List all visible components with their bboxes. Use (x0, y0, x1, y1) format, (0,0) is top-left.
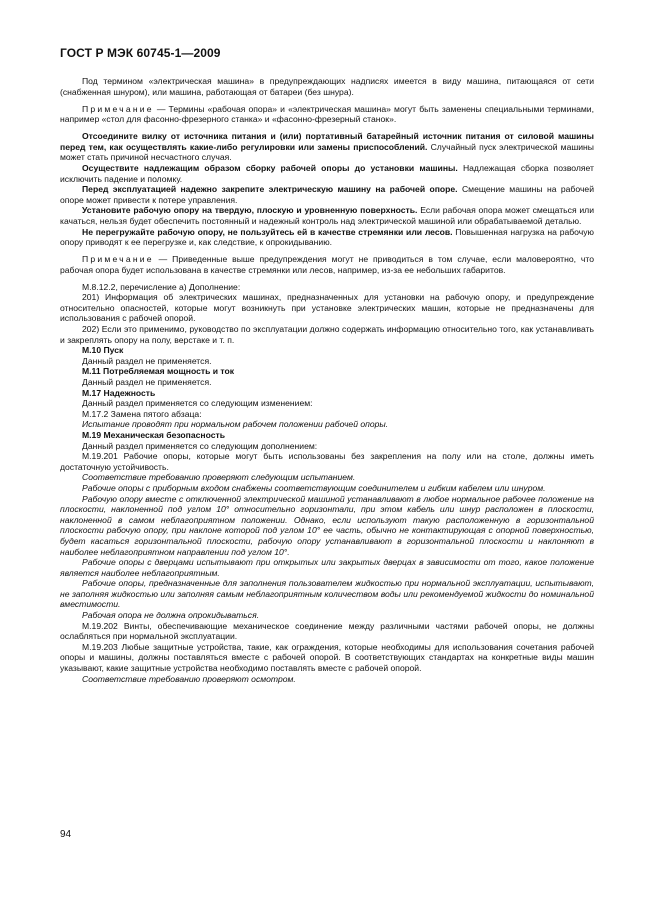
warning-text: Надлежащая сборка позволяет исключить падение и поломку. (60, 162, 594, 184)
warning-surface (60, 205, 594, 226)
test-paragraph: Рабочие опоры с приборным входом снабжены соответствующим соединителем и гибким кабелем или шнуром. (82, 482, 546, 493)
warning-bold: Осуществите надлежащим образом сборку рабочей опоры до установки машины. (82, 162, 458, 173)
warning-overload (60, 227, 594, 248)
page-content (60, 76, 594, 684)
test-paragraph: Рабочие опоры, предназначенные для заполнения пользователем жидкостью при нормальной эксплуатации, испытывают, не заполняя жидкостью или заполняя самым неблагоприятным количеством воды или рекомендуемой жидкости до номинальной вместимости. (60, 578, 594, 610)
note-label: Примечание (82, 254, 154, 265)
note-paragraph-1 (60, 104, 594, 125)
note-text: — Термины «рабочая опора» и «электрическая машина» могут быть заменены специальными терминами, например «стол для фасонно-фрезерного станка» и «фасонно-фрезерный станок». (60, 103, 594, 125)
clause-m8: М.8.12.2, перечисление а) Дополнение: (82, 281, 241, 292)
warning-text: Случайный пуск электрической машины может стать причиной несчастного случая. (60, 141, 594, 163)
section-text-m11: Данный раздел не применяется. (82, 377, 212, 387)
clause-m19-203: М.19.203 Любые защитные устройства, такие, как ограждения, которые необходимы для использования сочетания рабочей опоры и машины, должны поставляться вместе с рабочей опорой. В соответствующих стандартах на конкретные виды машин указывают, какие защитные устройства необходимо поставлять вместе с рабочей опорой. (60, 641, 594, 674)
warning-secure (60, 184, 594, 205)
test-paragraph: Соответствие требованию проверяют следующим испытанием. (82, 472, 356, 483)
note-label: Примечание (82, 103, 154, 114)
test-paragraph: Соответствие требованию проверяют осмотром. (82, 673, 296, 684)
section-heading-m11: М.11 Потребляемая мощность и ток (82, 366, 235, 377)
test-condition: Испытание проводят при нормальном рабочем положении рабочей опоры. (82, 419, 389, 430)
section-text-m17: Данный раздел применяется со следующим изменением: (82, 398, 313, 409)
clause-m19-201: М.19.201 Рабочие опоры, которые могут быть использованы без закрепления на полу или на столе, должны иметь достаточную устойчивость. (60, 451, 594, 472)
warning-unplug (60, 131, 594, 163)
warning-text: Если рабочая опора может смещаться или качаться, нельзя будет обеспечить постоянный и надежный контроль над электрической машиной или обрабатываемой деталью. (60, 205, 594, 226)
warning-bold: Отсоедините вилку от источника питания и (или) портативный батарейный источник питания от силовой машины перед тем, как осуществлять какие-либо регулировки или замены приспособлений. (60, 131, 594, 152)
clause-m19-202: М.19.202 Винты, обеспечивающие механическое соединение между различными частями рабочей опоры, не должны ослабляться при нормальной эксплуатации. (60, 620, 594, 642)
warning-bold: Перед эксплуатацией надежно закрепите электрическую машину на рабочей опоре. (82, 184, 458, 195)
section-text-m19: Данный раздел применяется со следующим дополнением: (82, 440, 318, 451)
warning-bold: Не перегружайте рабочую опору, не пользуйтесь ей в качестве стремянки или лесов. (82, 226, 453, 237)
warning-text: Повышенная нагрузка на рабочую опору приводят к ее перегрузке и, как следствие, к опрокидыванию. (60, 226, 594, 248)
page-number: 94 (60, 829, 72, 840)
note-text: — Приведенные выше предупреждения могут не приводиться в том случае, если маловероятно, что рабочая опора будет использована в качестве стремянки или лесов, например, из-за ее небольших габаритов. (60, 254, 594, 275)
item-201: 201) Информация об электрических машинах, предназначенных для установки на рабочую опору, и предупреждение относительно опасностей, которые могут возникнуть при установке электрических машин, которые не предназначены для использования с рабочей опорой. (60, 292, 594, 324)
item-202: 202) Если это применимо, руководство по эксплуатации должно содержать информацию относительно того, как устанавливать и закреплять опору на полу, верстаке и т. п. (60, 324, 594, 345)
document-header: ГОСТ Р МЭК 60745-1—2009 (60, 46, 221, 60)
section-heading-m10: М.10 Пуск (82, 345, 124, 356)
test-paragraph: Рабочая опора не должна опрокидываться. (82, 610, 260, 621)
warning-bold: Установите рабочую опору на твердую, плоскую и уровненную поверхность. (82, 205, 418, 216)
warning-text: Смещение машины на рабочей опоре может привести к потере управления. (60, 184, 594, 205)
intro-paragraph: Под термином «электрическая машина» в предупреждающих надписях имеется в виду машина, питающаяся от сети (снабженная шнуром), или машина, работающая от батареи (без шнура). (60, 76, 594, 97)
note-paragraph-2 (60, 254, 594, 275)
section-heading-m17: М.17 Надежность (82, 387, 156, 398)
test-paragraph: Рабочую опору вместе с отключенной электрической машиной устанавливают в любое нормальное рабочее положение на плоскости, наклоненной под углом 10° относительно горизонтали, при этом кабель или шнур расположен в плоскости, наклоненной в самом неблагоприятном положении. Однако, если используют такую расположенную в горизонтальной плоскости рабочую опору, при наклоне которой под углом 10° ее часть, обычно не контактирующая с опорной поверхностью, будет касаться горизонтальной плоскости, рабочую опору устанавливают в горизонтальной плоскости и наклоняют в наиболее неблагоприятном направлении под углом 10°. (60, 493, 594, 557)
section-heading-m19: М.19 Механическая безопасность (82, 429, 226, 440)
test-paragraph: Рабочие опоры с дверцами испытывают при открытых или закрытых дверцах в зависимости от того, какое положение является наиболее неблагоприятным. (60, 557, 594, 578)
section-text-m10: Данный раздел не применяется. (82, 355, 212, 366)
warning-assemble (60, 163, 594, 184)
clause-m17-2: М.17.2 Замена пятого абзаца: (82, 408, 202, 419)
